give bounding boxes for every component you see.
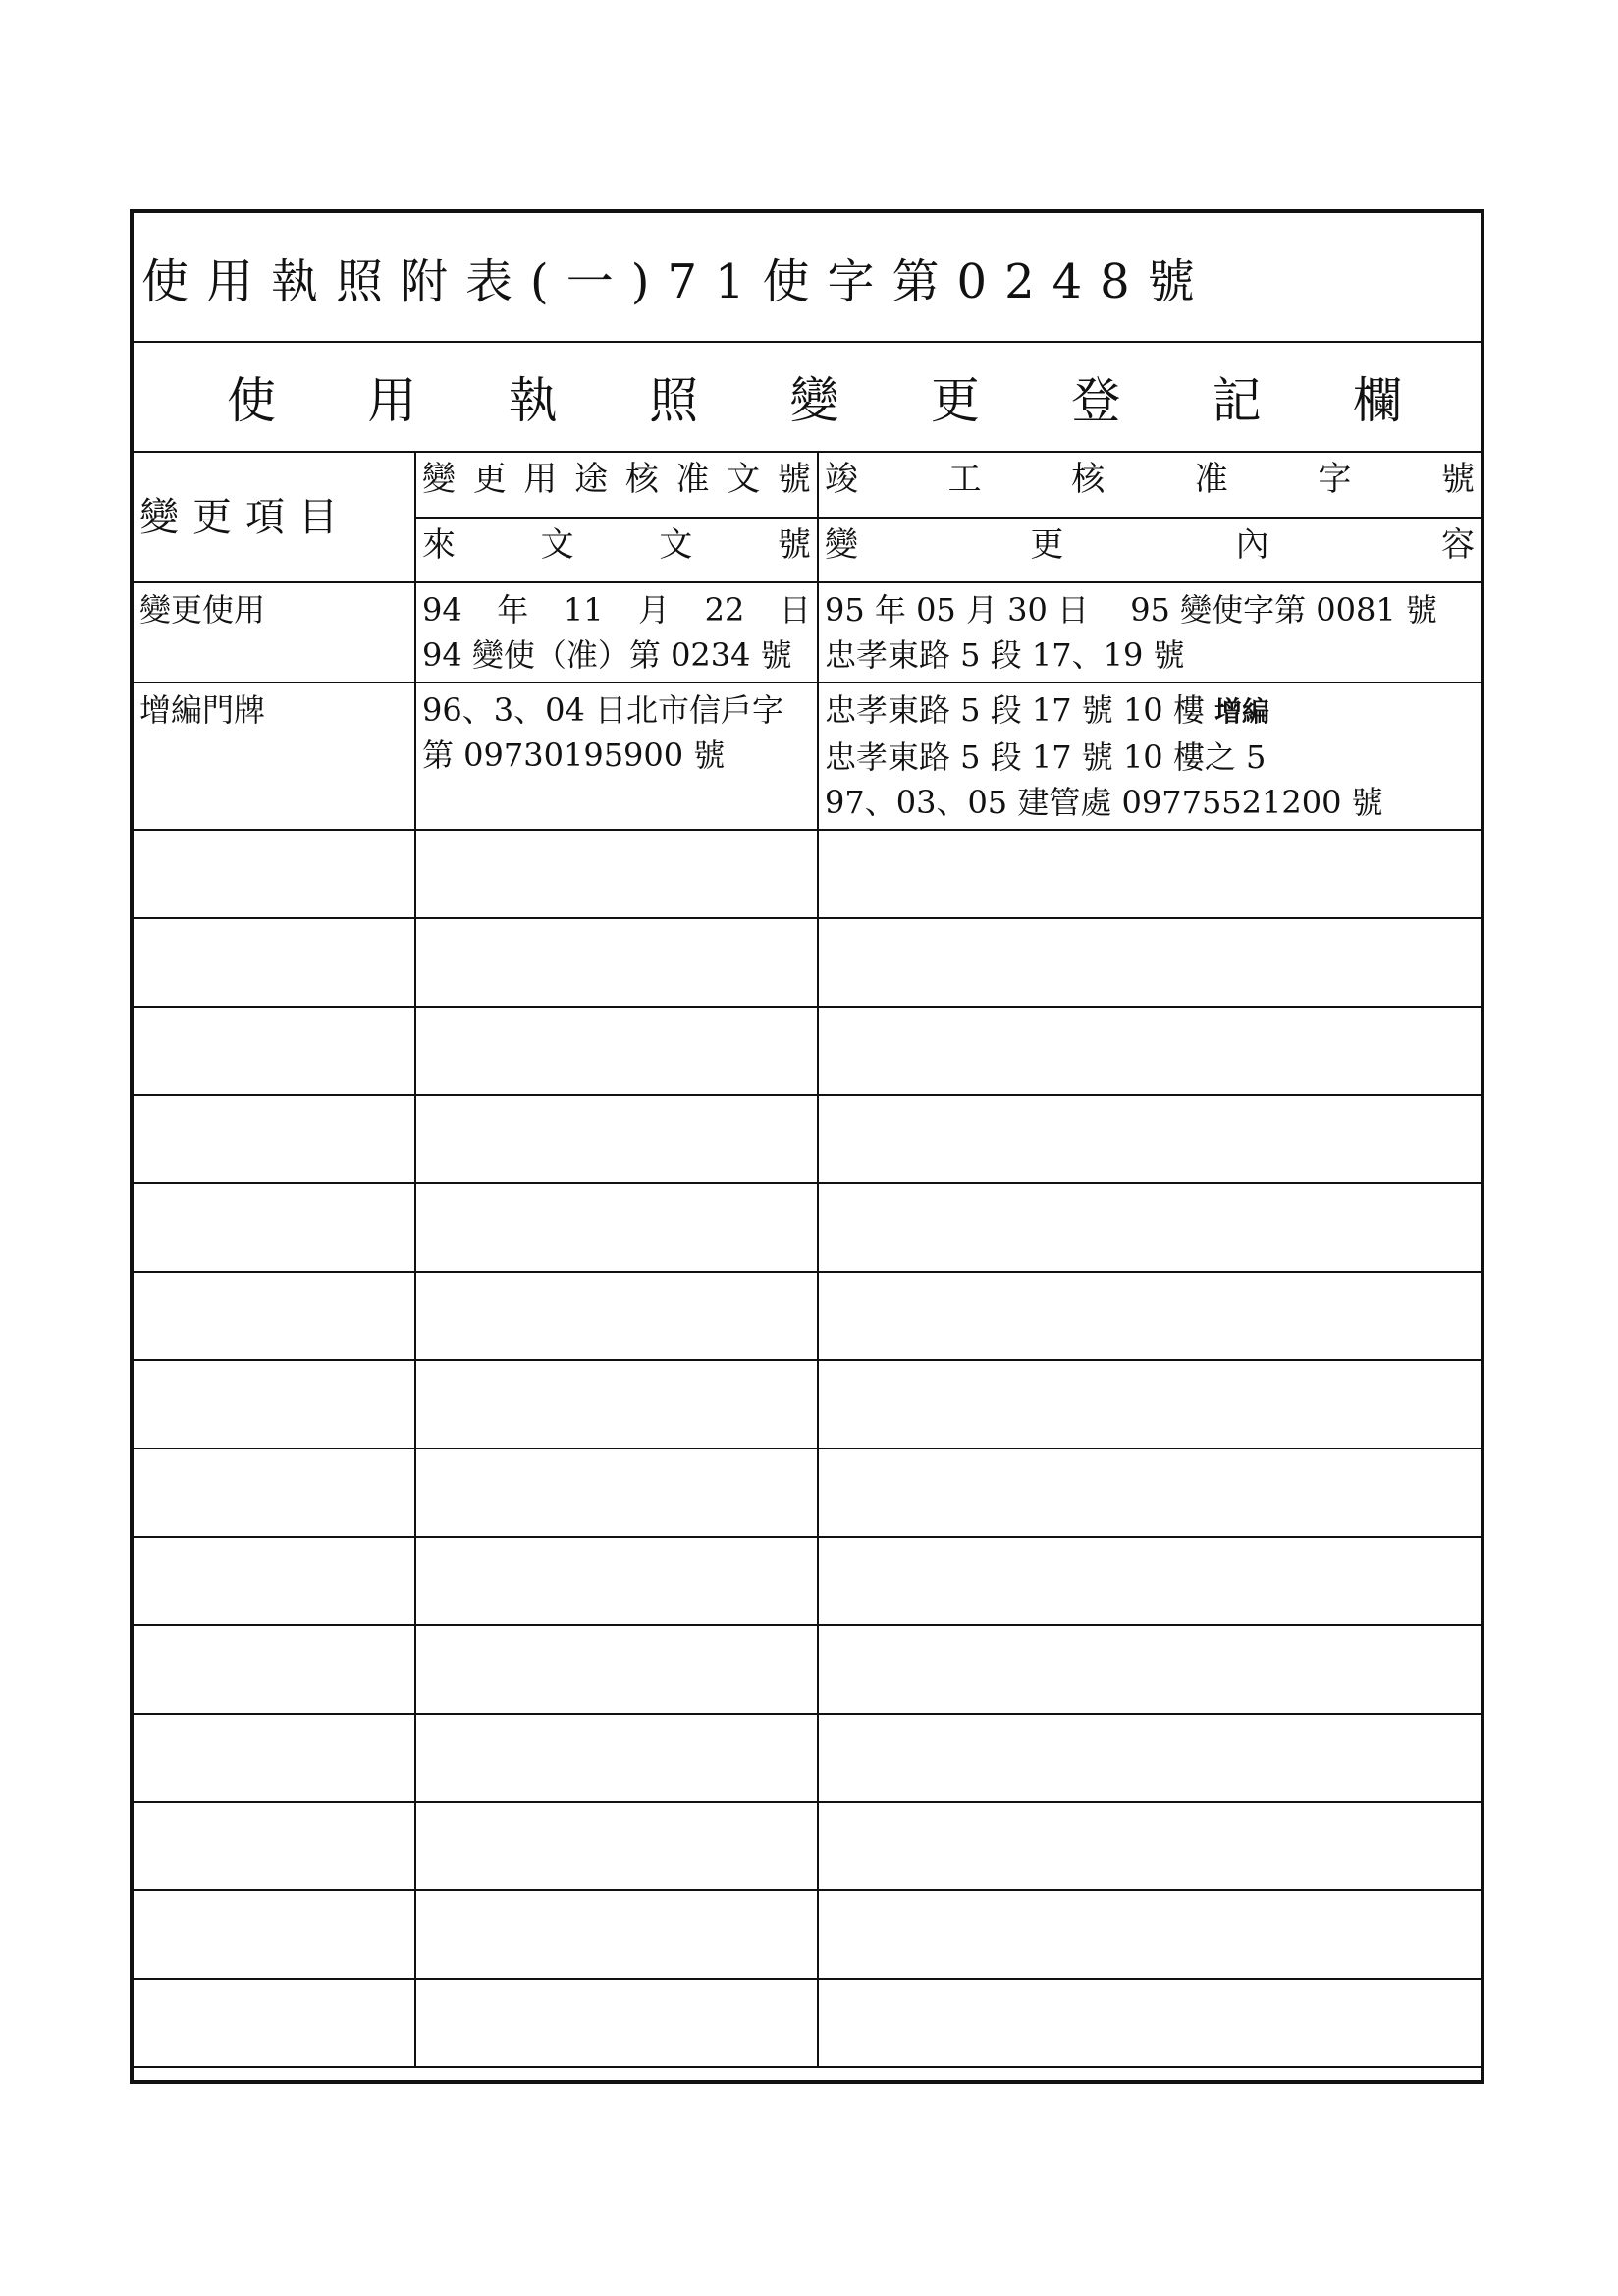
empty-cell xyxy=(415,1625,818,1714)
empty-cell xyxy=(415,1890,818,1979)
heading-char: 照 xyxy=(649,372,699,429)
empty-row xyxy=(134,1537,1481,1625)
bold-annotation: 增編 xyxy=(1214,695,1270,728)
table-row xyxy=(134,582,1481,683)
heading-char: 用 xyxy=(367,372,417,429)
empty-cell xyxy=(818,1537,1481,1625)
empty-cell xyxy=(818,918,1481,1007)
form-title-row xyxy=(134,213,1481,343)
row-item: 變更使用 xyxy=(134,582,415,683)
empty-row xyxy=(134,1183,1481,1272)
heading-char: 變 xyxy=(789,372,839,429)
empty-cell xyxy=(134,1625,415,1714)
header-change-content: 變 更 內 容 xyxy=(818,518,1481,582)
empty-row xyxy=(134,918,1481,1007)
empty-cell xyxy=(134,1979,415,2067)
empty-cell xyxy=(415,1183,818,1272)
empty-cell xyxy=(415,918,818,1007)
heading-char: 欄 xyxy=(1353,372,1402,429)
row-doc-no: 94 年 11 月 22 日 94 變使（准）第 0234 號 xyxy=(415,582,818,683)
heading-char: 使 xyxy=(227,372,276,429)
change-register-table xyxy=(134,453,1481,2068)
empty-cell xyxy=(818,1007,1481,1095)
empty-cell xyxy=(818,1449,1481,1537)
empty-row xyxy=(134,1802,1481,1890)
empty-cell xyxy=(818,1360,1481,1449)
form-title: 使用執照附表(一)71使字第0248號 xyxy=(141,253,1213,309)
heading-char: 記 xyxy=(1212,372,1262,429)
empty-cell xyxy=(415,1449,818,1537)
empty-cell xyxy=(134,1095,415,1183)
empty-cell xyxy=(134,1537,415,1625)
empty-cell xyxy=(818,1979,1481,2067)
empty-cell xyxy=(134,1802,415,1890)
header-completion-no: 竣 工 核 准 字 號 xyxy=(818,453,1481,518)
row-doc-no: 96、3、04 日北市信戶字 第 09730195900 號 xyxy=(415,683,818,830)
heading-char: 執 xyxy=(508,372,558,429)
empty-cell xyxy=(415,1802,818,1890)
empty-cell xyxy=(415,1979,818,2067)
heading-char: 登 xyxy=(1071,372,1121,429)
empty-cell xyxy=(415,830,818,918)
empty-cell xyxy=(134,830,415,918)
row-content: 忠孝東路 5 段 17 號 10 樓 增編 忠孝東路 5 段 17 號 10 樓之 5 97、03、05 建管處 09775521200 號 xyxy=(818,683,1481,830)
empty-cell xyxy=(134,1890,415,1979)
row-content: 95 年 05 月 30 日 95 變使字第 0081 號 忠孝東路 5 段 17、19 號 xyxy=(818,582,1481,683)
table-row xyxy=(134,683,1481,830)
empty-cell xyxy=(818,1625,1481,1714)
empty-cell xyxy=(818,1183,1481,1272)
empty-cell xyxy=(415,1272,818,1360)
header-change-item: 變更項目 xyxy=(134,453,415,582)
empty-row xyxy=(134,1449,1481,1537)
empty-cell xyxy=(818,1890,1481,1979)
empty-row xyxy=(134,1625,1481,1714)
header-approval-doc-no: 變 更 用 途 核 准 文 號 xyxy=(415,453,818,518)
empty-row xyxy=(134,1007,1481,1095)
empty-cell xyxy=(134,1714,415,1802)
empty-cell xyxy=(134,918,415,1007)
empty-cell xyxy=(818,830,1481,918)
empty-row xyxy=(134,1890,1481,1979)
empty-cell xyxy=(818,1095,1481,1183)
section-heading xyxy=(134,343,1481,453)
row-item: 增編門牌 xyxy=(134,683,415,830)
empty-cell xyxy=(415,1007,818,1095)
empty-row xyxy=(134,1979,1481,2067)
empty-row xyxy=(134,1714,1481,1802)
empty-cell xyxy=(134,1449,415,1537)
empty-cell xyxy=(415,1714,818,1802)
heading-char: 更 xyxy=(930,372,980,429)
empty-cell xyxy=(818,1272,1481,1360)
empty-cell xyxy=(415,1537,818,1625)
license-annex-form xyxy=(130,209,1484,2084)
empty-cell xyxy=(134,1007,415,1095)
empty-row xyxy=(134,1360,1481,1449)
empty-cell xyxy=(818,1714,1481,1802)
header-incoming-doc-no: 來 文 文 號 xyxy=(415,518,818,582)
empty-row xyxy=(134,1272,1481,1360)
empty-cell xyxy=(415,1095,818,1183)
empty-cell xyxy=(134,1360,415,1449)
empty-cell xyxy=(415,1360,818,1449)
empty-cell xyxy=(818,1802,1481,1890)
empty-cell xyxy=(134,1183,415,1272)
empty-cell xyxy=(134,1272,415,1360)
empty-row xyxy=(134,830,1481,918)
empty-row xyxy=(134,1095,1481,1183)
